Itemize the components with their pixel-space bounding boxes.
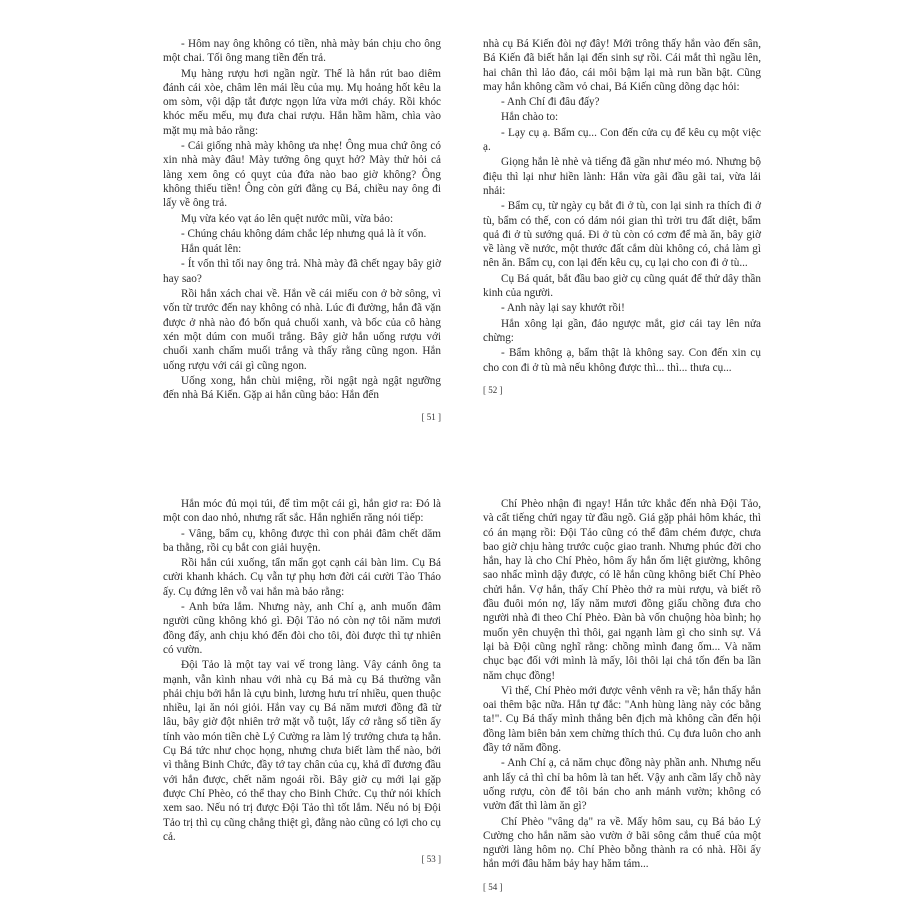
paragraph: Hắn móc đủ mọi túi, để tìm một cái gì, hắn giơ ra: Đó là một con dao nhỏ, nhưng rất sắc. Hắn nghiến răng nói tiếp: bbox=[163, 498, 441, 525]
paragraph: Uống xong, hắn chùi miệng, rồi ngật ngà ngật ngưỡng đến nhà Bá Kiến. Gặp ai hắn cũng bảo: Hắn đến bbox=[163, 374, 441, 402]
page-52 bbox=[483, 37, 761, 396]
paragraph: - Anh Chí ạ, cả năm chục đồng này phần anh. Nhưng nếu anh lấy cả thì chỉ ba hôm là tan hết. Vậy anh cầm lấy chỗ này uống rượu, còn để tôi bán cho anh mảnh vườn; không có vườn đất thì làm ăn gì? bbox=[483, 757, 761, 813]
page-54 bbox=[483, 497, 761, 893]
paragraph: Hắn quát lên: bbox=[181, 243, 242, 256]
paragraph: Hắn xông lại gần, đảo ngược mắt, giơ cái tay lên nửa chừng: bbox=[483, 317, 761, 344]
page-number: [ 53 ] bbox=[421, 854, 441, 865]
paragraph: Hắn chào to: bbox=[501, 111, 559, 124]
paragraph: - Bẩm không ạ, bẩm thật là không say. Con đến xin cụ cho con đi ở tù mà nếu không được thì... thì... thưa cụ... bbox=[483, 347, 761, 374]
paragraph: Rồi hắn cúi xuống, tẩn mẩn gọt cạnh cái bàn lim. Cụ Bá cười khanh khách. Cụ vẫn tự phụ hơn đời cái cười Tào Tháo ấy. Cụ đứng lên vỗ vai hắn mà bảo rằng: bbox=[163, 557, 441, 598]
paragraph: - Chúng cháu không dám chắc lép nhưng quả là ít vốn. bbox=[181, 227, 427, 240]
page-number: [ 52 ] bbox=[483, 384, 503, 395]
paragraph: Giọng hắn lè nhè và tiếng đã gần như méo mó. Nhưng bộ điệu thì lại như hiền lành: Hắn vừa gãi đầu gãi tai, vừa lải nhải: bbox=[483, 156, 761, 197]
paragraph: Mụ hàng rượu hơi ngần ngừ. Thế là hắn rút bao diêm đánh cái xòe, châm lên mái lều của mụ. Mụ hoảng hốt kêu la om sòm, vội dập tắt được ngọn lửa vừa mới cháy. Rồi khóc khóc mếu mếu, mụ đưa chai rượu. Hắn hầm hầm, chìa vào mặt mụ mà bảo rằng: bbox=[163, 67, 441, 137]
paragraph: - Anh Chí đi đâu đấy? bbox=[501, 96, 600, 109]
paragraph: - Vâng, bẩm cụ, không được thì con phải đâm chết dăm ba thằng, rồi cụ bắt con giải huyện. bbox=[163, 527, 441, 554]
paragraph: - Anh này lại say khướt rồi! bbox=[501, 302, 625, 315]
paragraph: Vì thế, Chí Phèo mới được vênh vênh ra về; hắn thấy hắn oai thêm bậc nữa. Hắn tự đắc: "Anh hùng làng này cóc bằng ta!". Cụ Bá thấy mình thắng bên địch mà không cần đến hội đồng làm biên bản xem chừng thích thú. Cụ đưa luôn cho anh đầy tớ năm đồng. bbox=[483, 684, 761, 755]
paragraph: nhà cụ Bá Kiến đòi nợ đây! Mới trông thấy hắn vào đến sân, Bá Kiến đã biết hắn lại đến sinh sự rồi. Cái mắt thì ngầu lên, hai chân thì lảo đảo, cái môi bậm lại mà run bần bật. Cũng may hắn không cầm vỏ chai, Bá Kiến cũng dõng dạc hỏi: bbox=[483, 38, 761, 93]
paragraph: Chí Phèo "vâng dạ" ra về. Mấy hôm sau, cụ Bá bảo Lý Cường cho hắn năm sào vườn ở bãi sông cắm thuế của một người làng hôm nọ. Chí Phèo bỗng thành ra có nhà. Hồi ấy hắn mới đâu hăm bảy hay hăm tám... bbox=[483, 815, 761, 871]
paragraph: - Ít vốn thì tối nay ông trả. Nhà mày đã chết ngay bây giờ hay sao? bbox=[163, 258, 441, 285]
paragraph: - Lạy cụ ạ. Bẩm cụ... Con đến cửa cụ để kêu cụ một việc ạ. bbox=[483, 126, 761, 154]
paragraph: - Cái giống nhà mày không ưa nhẹ! Ông mua chứ ông có xin nhà mày đâu! Mày tưởng ông quỵt hở? Mày thử hỏi cả làng xem ông có quỵt của đứa nào bao giờ không? Ông không thiếu tiền! Ông còn gửi đằng cụ Bá, chiều nay ông đi lấy về ông trả. bbox=[163, 140, 441, 210]
paragraph: Mụ vừa kéo vạt áo lên quệt nước mũi, vừa bảo: bbox=[181, 212, 394, 225]
paragraph: - Anh bửa lắm. Nhưng này, anh Chí ạ, anh muốn đâm người cũng không khó gì. Đội Tảo nó còn nợ tôi năm mươi đồng đấy, anh chịu khó đến đòi cho tôi, đòi được thì tự nhiên có vườn. bbox=[163, 601, 441, 656]
page-51 bbox=[163, 37, 441, 423]
paragraph: Đội Tảo là một tay vai vế trong làng. Vây cánh ông ta mạnh, vẫn kình nhau với nhà cụ Bá mà cụ Bá thường vẫn phải chịu bởi hắn là cựu binh, lương hưu trí nhiều, quen thuộc nhiều, lại ăn nói giỏi. Hắn vay cụ Bá năm mươi đồng đã từ lâu, bây giờ đột nhiên trở mặt vỗ tuột, lấy cớ rằng số tiền ấy tính vào món tiền chè Lý Cường ra làm lý trưởng chưa tạ hắn. Cụ Bá tức như chọc họng, nhưng chưa biết làm thế nào, bởi vì thằng Binh Chức, đầy tớ tay chân của cụ, khả dĩ đương đầu với hắn được, chết năm ngoái rồi. Bây giờ cụ mới lại gặp được Chí Phèo, có thể thay cho Binh Chức. Cụ thử nói khích xem sao. Nếu nó trị được Đội Tảo thì tốt lắm. Nếu nó bị Đội Tảo trị thì cụ cũng chẳng thiệt gì, đằng nào cũng có lợi cho cụ cả. bbox=[163, 659, 441, 843]
paragraph: Cụ Bá quát, bắt đầu bao giờ cụ cũng quát để thử dây thần kinh của người. bbox=[483, 272, 761, 300]
paragraph: Rồi hắn xách chai về. Hắn về cái miếu con ở bờ sông, vì vốn từ trước đến nay không có nhà. Lúc đi đường, hắn đã vặn được ở nhà nào đó bốn quả chuối xanh, và bốc của cô hàng xén một dúm con muối trắng. Bây giờ hắn uống rượu với chuối xanh chấm muối trắng và thấy rằng cũng ngon. Hắn uống rượu với cái gì cũng ngon. bbox=[163, 288, 441, 372]
page-number: [ 51 ] bbox=[421, 412, 441, 423]
paragraph: Chí Phèo nhận đi ngay! Hắn tức khắc đến nhà Đội Tảo, và cất tiếng chửi ngay từ đầu ngõ. Giá gặp phải hôm khác, thì có án mạng rồi: Đội Tảo cũng có thể đâm chém được, chưa bao giờ chịu hàng trước cuộc giao tranh. Nhưng phúc đời cho hắn, hay là cho Chí Phèo, hôm ấy hắn ốm liệt giường, không sao nhấc mình dậy được, có lẽ hắn cũng không biết Chí Phèo chửi hắn. Vợ hắn, thấy Chí Phèo thở ra mùi rượu, và biết rõ đầu đuôi món nợ, lấy năm mươi đồng giấu chồng đưa cho người nhà đi theo Chí Phèo. Đàn bà vốn chuộng hòa bình; họ muốn yên chuyện thì thôi, gai ngạnh làm gì cho sinh sự. Vả lại bà Đội cũng nghĩ rằng: chồng mình đang ốm... Và năm chục bạc đối với mình là mấy, lôi thôi lại chả tốn đến ba lần năm chục đồng! bbox=[483, 498, 761, 682]
page-53 bbox=[163, 497, 441, 865]
page-number: [ 54 ] bbox=[483, 881, 503, 892]
paragraph: - Hôm nay ông không có tiền, nhà mày bán chịu cho ông một chai. Tối ông mang tiền đến trả. bbox=[163, 38, 441, 65]
paragraph: - Bẩm cụ, từ ngày cụ bắt đi ở tù, con lại sinh ra thích đi ở tù, bẩm có thế, con có dám nói gian thì trời tru đất diệt, bẩm quả đi ở tù sướng quá. Đi ở tù còn có cơm để mà ăn, bây giờ về làng về nước, một thước đất cắm dùi không có, chả làm gì nên ăn. Bẩm cụ, con lại đến kêu cụ, cụ lại cho con đi ở tù... bbox=[483, 200, 761, 270]
